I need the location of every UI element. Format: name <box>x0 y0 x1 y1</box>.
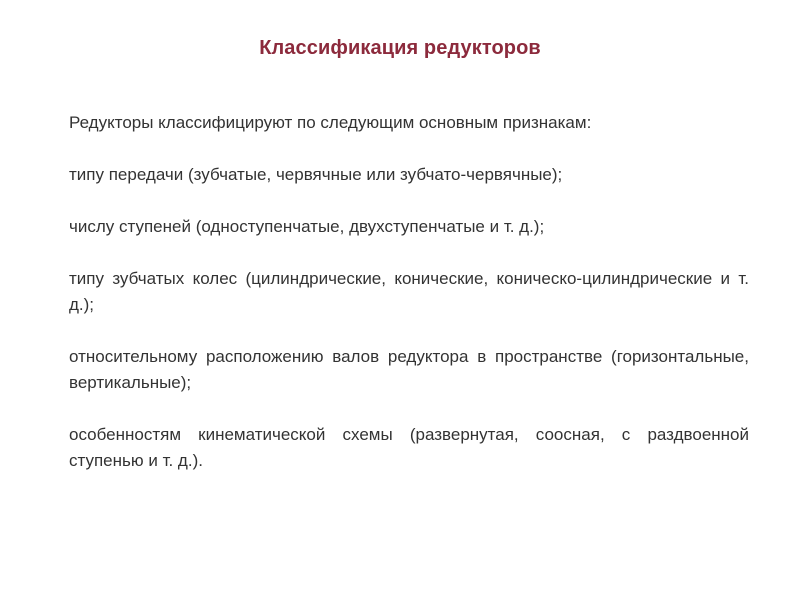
criterion-kinematic-scheme: особенностям кинематической схемы (развернутая, соосная, с раздвоенной ступенью и т. д.). <box>69 425 749 470</box>
slide-body <box>69 110 749 474</box>
intro-paragraph: Редукторы классифицируют по следующим основным признакам: <box>69 113 592 132</box>
criterion-gear-type: типу зубчатых колес (цилиндрические, конические, коническо-цилиндрические и т. д.); <box>69 269 749 314</box>
criterion-transmission-type: типу передачи (зубчатые, червячные или зубчато-червячные); <box>69 165 563 184</box>
slide-title: Классификация редукторов <box>259 37 541 59</box>
criterion-stage-count: числу ступеней (одноступенчатые, двухступенчатые и т. д.); <box>69 217 545 236</box>
criterion-shaft-arrangement: относительному расположению валов редуктора в пространстве (горизонтальные, вертикальные); <box>69 347 749 392</box>
